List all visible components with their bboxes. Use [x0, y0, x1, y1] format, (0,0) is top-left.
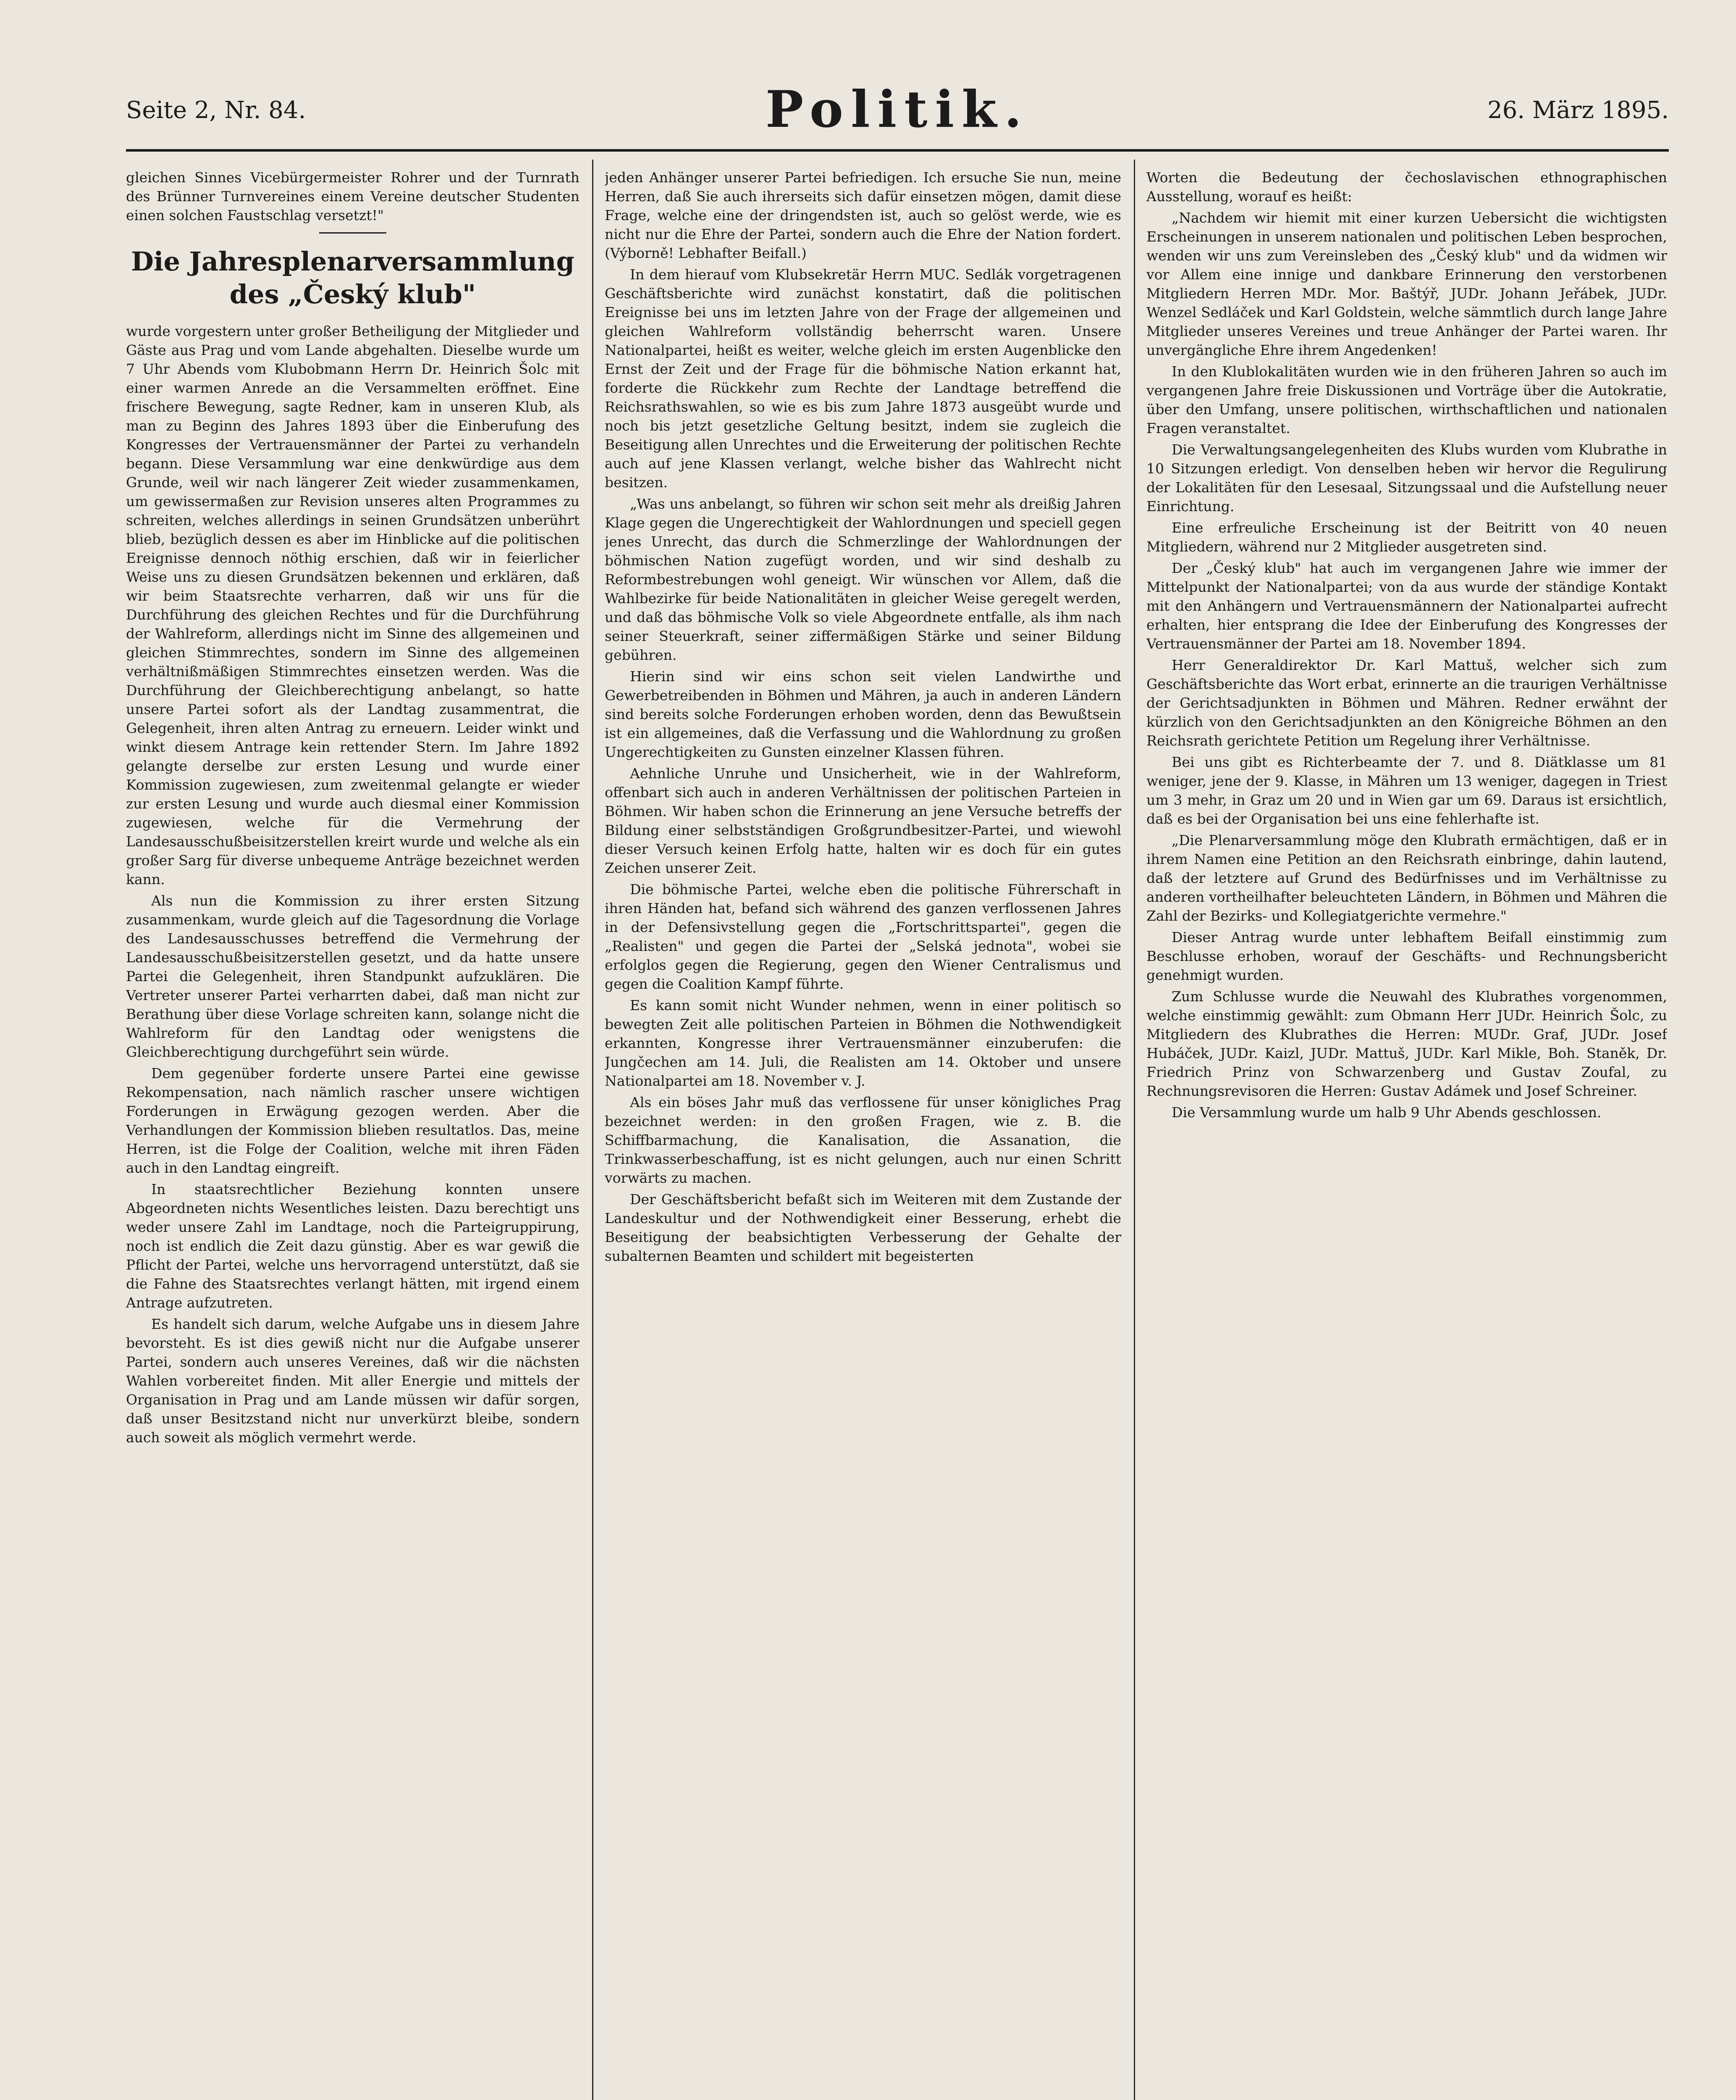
article-separator — [319, 232, 386, 234]
article-paragraph: Bei uns gibt es Richterbeamte der 7. und 8. Diätklasse um 81 weniger, jene der 9. Klasse, in Mähren um 13 weniger, dagegen in Triest um 3 mehr, in Graz um 20 und in Wien gar um 69. Daraus ist ersichtlich, daß es bei der Organisation bei uns eine fehlerhafte ist. — [1146, 754, 1667, 827]
article-paragraph: Als nun die Kommission zu ihrer ersten Sitzung zusammenkam, wurde gleich auf die Tagesordnung die Vorlage des Landesausschusses betreffend die Vermehrung der Landesausschußbeisitzerstellen gesetzt, und da hatte unsere Partei die Gelegenheit, ihren Standpunkt aufzuklären. Die Vertreter unserer Partei verharrten dabei, daß man nicht zur Berathung über diese Vorlage schreiten kann, solange nicht die Wahlreform für den Landtag oder wenigstens die Gleichberechtigung durchgeführt sein würde. — [126, 892, 580, 1060]
article-paragraph: Herr Generaldirektor Dr. Karl Mattuš, welcher sich zum Geschäftsberichte das Wort erbat, erinnerte an die traurigen Verhältnisse der Gerichtsadjunkten in Böhmen und Mähren. Redner erwähnt der kürzlich von den Gerichtsadjunkten an den Königreiche Böhmen an den Reichsrath gerichtete Petition um Regelung ihrer Verhältnisse. — [1146, 657, 1667, 749]
article-paragraph: jeden Anhänger unserer Partei befriedigen. Ich ersuche Sie nun, meine Herren, daß Sie auch ihrerseits sich dafür einsetzen mögen, damit diese Frage, welche eine der dringendsten ist, auch so gelöst werde, wie es nicht nur die Ehre der Partei, sondern auch die Ehre der Nation fordert. (Výborně! Lebhafter Beifall.) — [605, 169, 1121, 261]
column-divider — [592, 160, 593, 2100]
article-text: gleichen Sinnes Vicebürgermeister Rohrer und der Turnrath des Brünner Turnvereines einem Vereine deutscher Studenten einen solchen Faustschlag versetzt!" — [126, 169, 580, 223]
article-paragraph: Die Versammlung wurde um halb 9 Uhr Abends geschlossen. — [1172, 1104, 1602, 1121]
page-header — [126, 80, 1669, 143]
article-paragraph: Dem gegenüber forderte unsere Partei eine gewisse Rekompensation, nach nämlich rascher unsere wichtigen Forderungen in Erwägung gezogen werden. Aber die Verhandlungen der Kommission blieben resultatlos. Das, meine Herren, ist die Folge der Coalition, welche mit ihren Fäden auch in den Landtag eingreift. — [126, 1065, 580, 1176]
article-paragraph: Worten die Bedeutung der čechoslavischen ethnographischen Ausstellung, worauf es heißt: — [1146, 169, 1667, 205]
article-paragraph: Hierin sind wir eins schon seit vielen Landwirthe und Gewerbetreibenden in Böhmen und Mähren, ja auch in anderen Ländern sind bereits solche Forderungen erhoben worden, denn das Bewußtsein ist ein allgemeines, daß die Verfassung und die Wahlordnung zu großen Ungerechtigkeiten zu Gunsten einzelner Klassen führen. — [605, 668, 1121, 760]
article-paragraph: Die böhmische Partei, welche eben die politische Führerschaft in ihren Händen hat, befand sich während des ganzen verflossenen Jahres in der Defensivstellung gegen die „Fortschrittspartei", gegen die „Realisten" und gegen die Partei der „Selská jednota", wobei sie erfolglos gegen die Regierung, gegen den Wiener Centralismus und gegen die Coalition Kampf führte. — [605, 881, 1121, 992]
article-paragraph: Eine erfreuliche Erscheinung ist der Beitritt von 40 neuen Mitgliedern, während nur 2 Mitglieder ausgetreten sind. — [1146, 520, 1667, 555]
article-paragraph: Dieser Antrag wurde unter lebhaftem Beifall einstimmig zum Beschlusse erhoben, worauf der Geschäfts- und Rechnungsbericht genehmigt wurden. — [1146, 929, 1667, 983]
article-paragraph: Aehnliche Unruhe und Unsicherheit, wie in der Wahlreform, offenbart sich auch in anderen Verhältnissen der politischen Parteien in Böhmen. Wir haben schon die Erinnerung an jene Versuche betreffs der Bildung einer selbstständigen Großgrundbesitzer-Partei, und wiewohl dieser Versuch keinen Erfolg hatte, halten wir es doch für ein gutes Zeichen unserer Zeit. — [605, 765, 1121, 876]
article-paragraph: wurde vorgestern unter großer Betheiligung der Mitglieder und Gäste aus Prag und vom Lande abgehalten. Dieselbe wurde um 7 Uhr Abends vom Klubobmann Herrn Dr. Heinrich Šolc mit einer warmen Anrede an die Versammelten eröffnet. Eine frischere Bewegung, sagte Redner, kam in unseren Klub, als man zu Beginn des Jahres 1893 über die Einberufung des Kongresses der Vertrauensmänner der Partei zu verhandeln begann. Diese Versammlung war eine denkwürdige aus dem Grunde, weil wir nach längerer Zeit wieder zusammenkamen, um gewissermaßen zur Revision unseres alten Programmes zu schreiten, welches allerdings in seinen Grundsätzen unberührt blieb, bezüglich dessen es aber im Hinblicke auf die politischen Ereignisse dennoch nöthig erschien, daß wir in feierlicher Weise uns zu diesen Grundsätzen bekennen und erklären, daß wir beim Staatsrechte verharren, daß wir uns für die Durchführung des gleichen Rechtes und für die Durchführung der Wahlreform, allerdings nicht im Sinne des allgemeinen und gleichen Stimmrechtes, sondern im Sinne des allgemeinen verhältnißmäßigen Stimmrechtes einsetzen werden. Was die Durchführung der Gleichberechtigung anbelangt, so hatte unsere Partei sofort als der Landtag zusammentrat, die Gelegenheit, ihren alten Antrag zu erneuern. Leider winkt und winkt diesem Antrage kein rettender Stern. Im Jahre 1892 gelangte derselbe zur ersten Lesung und wurde einer Kommission zugewiesen, zum zweitenmal gelangte er wieder zur ersten Lesung und wurde auch diesmal einer Kommission zugewiesen, welche für die Vermehrung der Landesausschußbeisitzerstellen kreirt wurde und welche als ein großer Sarg für diverse unbequeme Anträge bezeichnet werden kann. — [126, 323, 580, 887]
article-headline: Die Jahresplenarversammlung des „Český klub" — [131, 246, 574, 310]
article-paragraph: „Nachdem wir hiemit mit einer kurzen Uebersicht die wichtigsten Erscheinungen in unserem nationalen und politischen Leben besprochen, wenden wir uns zum Vereinsleben des „Český klub" und da widmen wir vor Allem eine innige und dankbare Erinnerung den verstorbenen Mitgliedern Herren MDr. Mor. Baštýř, JUDr. Johann Jeřábek, JUDr. Wenzel Sedláček und Karl Goldstein, welche sämmtlich durch lange Jahre Mitglieder unseres Vereines und treue Anhänger der Partei waren. Ihr unvergängliche Ehre ihrem Angedenken! — [1146, 210, 1667, 358]
article-paragraph: Der Geschäftsbericht befaßt sich im Weiteren mit dem Zustande der Landeskultur und der Nothwendigkeit einer Besserung, erhebt die Beseitigung der beabsichtigten Verbesserung der Gehalte der subalternen Beamten und schildert mit begeisterten — [605, 1191, 1121, 1264]
section-title: Politik. — [765, 80, 1030, 139]
article-paragraph: In staatsrechtlicher Beziehung konnten unsere Abgeordneten nichts Wesentliches leisten. Dazu berechtigt uns weder unsere Zahl im Landtage, noch die Parteigruppirung, noch ist endlich die Zeit dazu günstig. Aber es war gewiß die Pflicht der Partei, welche uns hervorragend unterstützt, daß sie die Fahne des Staatsrechtes verlangt hätten, mit irgend einem Antrage aufzutreten. — [126, 1181, 580, 1311]
column-3 — [1146, 168, 1667, 2100]
article-paragraph: Als ein böses Jahr muß das verflossene für unser königliches Prag bezeichnet werden: in den großen Fragen, wie z. B. die Schiffbarmachung, die Kanalisation, die Assanation, die Trinkwasserbeschaffung, ist es nicht gelungen, auch nur einen Schritt vorwärts zu machen. — [605, 1094, 1121, 1186]
article-paragraph: „Was uns anbelangt, so führen wir schon seit mehr als dreißig Jahren Klage gegen die Ungerechtigkeit der Wahlordnungen und speciell gegen jenes Unrecht, das durch die Schmerzlinge der Wahlordnungen der böhmischen Nation zugefügt worden, und wir sind deshalb zu Reformbestrebungen wohl geneigt. Wir wünschen vor Allem, daß die Wahlbezirke für beide Nationalitäten in gleicher Weise geregelt werden, und daß das böhmische Volk so viele Abgeordnete entfalle, als ihm nach seiner Steuerkraft, seiner ziffermäßigen Stärke und seiner Bildung gebühren. — [605, 496, 1121, 663]
article-paragraph: „Die Plenarversammlung möge den Klubrath ermächtigen, daß er in ihrem Namen eine Petition an den Reichsrath einbringe, dahin lautend, daß der letztere auf Grund des Bedürfnisses und im Verhältnisse zu anderen vortheilhafter beleuchteten Ländern, in Böhmen und Mähren die Zahl der Bezirks- und Kollegiatgerichte vermehre." — [1146, 832, 1667, 924]
article-paragraph: Es handelt sich darum, welche Aufgabe uns in diesem Jahre bevorsteht. Es ist dies gewiß nicht nur die Aufgabe unserer Partei, sondern auch unseres Vereines, daß wir die nächsten Wahlen vorbereitet finden. Mit aller Energie und mittels der Organisation in Prag und am Lande müssen wir dafür sorgen, daß unser Besitzstand nicht nur unverkürzt bleibe, sondern auch soweit als möglich vermehrt werde. — [126, 1316, 580, 1446]
article-paragraph: Der „Český klub" hat auch im vergangenen Jahre wie immer der Mittelpunkt der Nationalpartei; von da aus wurde der ständige Kontakt mit den Anhängern und Vertrauensmännern der Nationalpartei aufrecht erhalten, hier entsprang die Idee der Einberufung des Kongresses der Vertrauensmänner der Partei am 18. November 1894. — [1146, 560, 1667, 652]
column-1 — [126, 168, 580, 2100]
column-2 — [605, 168, 1121, 2100]
article-paragraph: In dem hierauf vom Klubsekretär Herrn MUC. Sedlák vorgetragenen Geschäftsberichte wird zunächst konstatirt, daß die politischen Ereignisse bei uns im letzten Jahre von der Frage der allgemeinen und gleichen Wahlreform vollständig beherrscht waren. Unsere Nationalpartei, heißt es weiter, welche gleich im ersten Augenblicke den Ernst der Zeit und der Frage für die böhmische Nation erkannt hat, forderte die Rückkehr zum Rechte der Landtage betreffend die Reichsrathswahlen, so wie es bis zum Jahre 1873 ausgeübt wurde und noch bis jetzt gesetzliche Geltung besitzt, indem sie zugleich die Beseitigung allen Unrechtes und die Erweiterung der politischen Rechte auch auf jene Klassen verlangt, welche bisher das Wahlrecht nicht besitzen. — [605, 266, 1121, 491]
issue-date: 26. März 1895. — [1487, 97, 1669, 124]
header-rule — [126, 149, 1669, 152]
page-label: Seite 2, Nr. 84. — [126, 97, 306, 124]
column-divider — [1134, 160, 1135, 2100]
article-paragraph: Es kann somit nicht Wunder nehmen, wenn in einer politisch so bewegten Zeit alle politischen Parteien in Böhmen die Nothwendigkeit erkannten, Kongresse ihrer Vertrauensmänner einzuberufen: die Jungčechen am 14. Juli, die Realisten am 14. Oktober und unsere Nationalpartei am 18. November v. J. — [605, 997, 1121, 1089]
article-paragraph: Die Verwaltungsangelegenheiten des Klubs wurden vom Klubrathe in 10 Sitzungen erledigt. Von denselben heben wir hervor die Regulirung der Lokalitäten für den Lesesaal, Sitzungssaal und die Aufstellung neuer Einrichtung. — [1146, 441, 1667, 514]
article-paragraph: Zum Schlusse wurde die Neuwahl des Klubrathes vorgenommen, welche einstimmig gewählt: zum Obmann Herr JUDr. Heinrich Šolc, zu Mitgliedern des Klubrathes die Herren: MUDr. Graf, JUDr. Josef Hubáček, JUDr. Kaizl, JUDr. Mattuš, JUDr. Karl Mikle, Boh. Staněk, Dr. Friedrich Prinz von Schwarzenberg und Gustav Zoufal, zu Rechnungsrevisoren die Herren: Gustav Adámek und Josef Schreiner. — [1146, 988, 1667, 1099]
article-paragraph: In den Klublokalitäten wurden wie in den früheren Jahren so auch im vergangenen Jahre freie Diskussionen und Vorträge über die Autokratie, über den Umfang, unsere politischen, wirthschaftlichen und nationalen Fragen veranstaltet. — [1146, 363, 1667, 436]
